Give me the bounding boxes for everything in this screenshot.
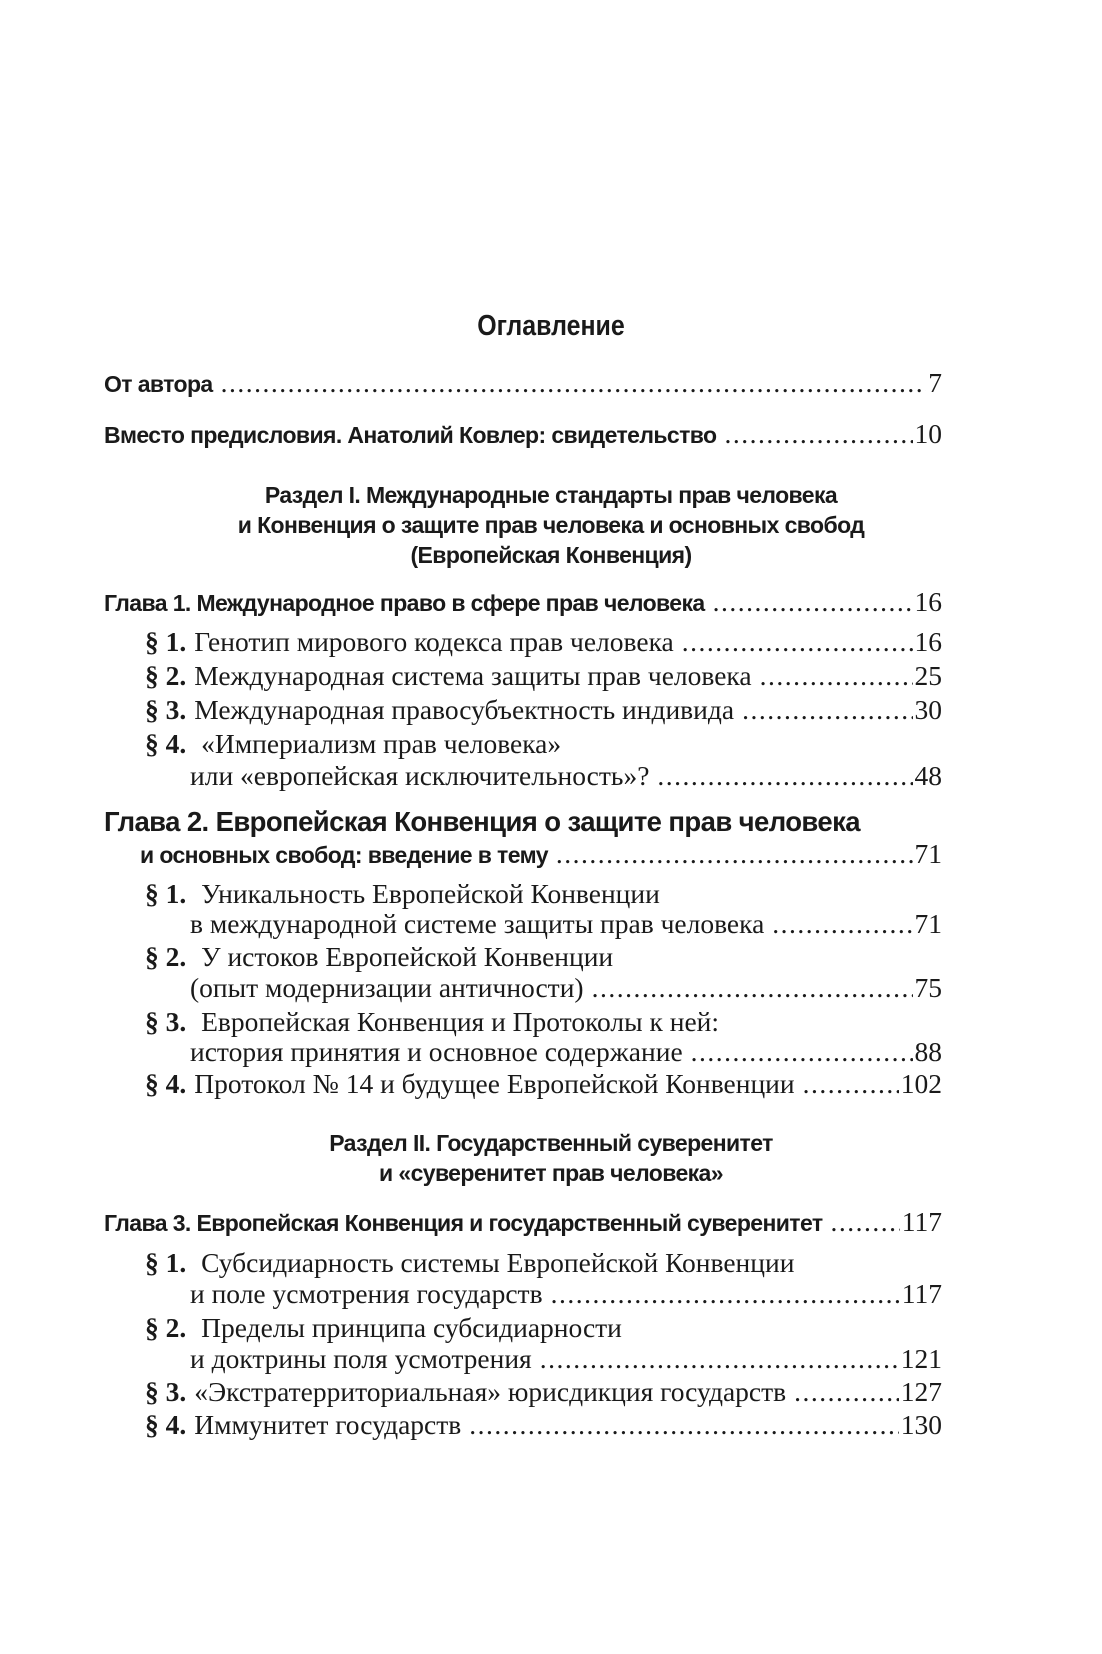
page-number: 117 xyxy=(901,1206,942,1237)
leader-dots xyxy=(691,1036,913,1068)
toc-paragraph-line-1[interactable] xyxy=(145,878,660,910)
toc-paragraph-line-1[interactable] xyxy=(145,1006,719,1038)
toc-entry-author[interactable] xyxy=(104,367,942,400)
paragraph-title: Протокол № 14 и будущее Европейской Конвенции xyxy=(194,1068,795,1099)
paragraph-title: в международной системе защиты прав человека xyxy=(190,908,765,939)
toc-paragraph[interactable] xyxy=(145,626,942,658)
page-number: 16 xyxy=(914,626,942,657)
section-heading-1-line-1: Раздел I. Международные стандарты прав человека xyxy=(264,482,838,508)
toc-paragraph-line-1[interactable] xyxy=(145,1247,794,1279)
paragraph-number: § 3. xyxy=(145,694,187,725)
toc-paragraph-line-2[interactable] xyxy=(190,1036,942,1068)
leader-dots xyxy=(713,586,913,618)
paragraph-title: Международная правосубъектность индивида xyxy=(194,694,735,725)
paragraph-number: § 1. xyxy=(145,1247,187,1278)
paragraph-number: § 4. xyxy=(145,728,187,759)
toc-paragraph[interactable] xyxy=(145,694,942,726)
page-number: 25 xyxy=(914,660,942,691)
paragraph-title: или «европейская исключительность»? xyxy=(190,760,650,791)
leader-dots xyxy=(657,760,912,792)
toc-paragraph[interactable] xyxy=(145,660,942,692)
paragraph-number: § 1. xyxy=(145,878,187,909)
paragraph-title: Генотип мирового кодекса прав человека xyxy=(194,626,674,657)
paragraph-title: и доктрины поля усмотрения xyxy=(190,1343,532,1374)
paragraph-title: У истоков Европейской Конвенции xyxy=(201,941,614,972)
chapter-title: Глава 1. Международное право в сфере прав человека xyxy=(104,590,705,616)
toc-paragraph-line-2[interactable] xyxy=(190,908,942,940)
entry-title: Вместо предисловия. Анатолий Ковлер: свидетельство xyxy=(104,422,717,448)
leader-dots xyxy=(540,1343,899,1375)
page-title: Оглавление xyxy=(477,310,625,342)
toc-chapter-3[interactable] xyxy=(104,1206,942,1239)
chapter-title: и основных свобод: введение в тему xyxy=(140,842,548,868)
paragraph-number: § 3. xyxy=(145,1006,187,1037)
leader-dots xyxy=(682,626,913,658)
page-number: 16 xyxy=(914,586,942,617)
toc-chapter-2-line-1[interactable]: Глава 2. Европейская Конвенция о защите прав человека xyxy=(104,806,860,837)
entry-title: От автора xyxy=(104,371,213,397)
toc-paragraph-line-1[interactable] xyxy=(145,941,613,973)
toc-paragraph[interactable] xyxy=(145,1068,942,1100)
page-number: 30 xyxy=(914,694,942,725)
page-number: 75 xyxy=(914,972,942,1003)
toc-paragraph-line-1[interactable] xyxy=(145,728,561,760)
toc-paragraph-line-1[interactable] xyxy=(145,1312,622,1344)
paragraph-title: история принятия и основное содержание xyxy=(190,1036,683,1067)
section-heading-2-line-2: и «суверенитет прав человека» xyxy=(379,1160,723,1186)
toc-entry-preface[interactable] xyxy=(104,418,942,451)
paragraph-title: Иммунитет государств xyxy=(194,1409,462,1440)
leader-dots xyxy=(221,367,927,399)
paragraph-number: § 1. xyxy=(145,626,187,657)
paragraph-title: Международная система защиты прав человека xyxy=(194,660,752,691)
toc-paragraph[interactable] xyxy=(145,1376,942,1408)
page-number: 7 xyxy=(928,367,942,398)
paragraph-title: Пределы принципа субсидиарности xyxy=(201,1312,622,1343)
toc-paragraph-line-2[interactable] xyxy=(190,760,942,792)
page-number: 48 xyxy=(914,760,942,791)
chapter-title: Глава 3. Европейская Конвенция и государственный суверенитет xyxy=(104,1210,823,1236)
leader-dots xyxy=(794,1376,899,1408)
toc-paragraph[interactable] xyxy=(145,1409,942,1441)
leader-dots xyxy=(772,908,912,940)
paragraph-title: «Экстратерриториальная» юрисдикция государств xyxy=(194,1376,787,1407)
leader-dots xyxy=(724,418,912,450)
page-number: 10 xyxy=(914,418,942,449)
section-heading-1-line-2: и Конвенция о защите прав человека и основных свобод xyxy=(237,512,865,538)
paragraph-number: § 4. xyxy=(145,1068,187,1099)
paragraph-title: (опыт модернизации античности) xyxy=(190,972,584,1003)
paragraph-title: «Империализм прав человека» xyxy=(201,728,562,759)
page-number: 71 xyxy=(914,838,942,869)
page-number: 130 xyxy=(900,1409,942,1440)
paragraph-number: § 2. xyxy=(145,941,187,972)
page-number: 71 xyxy=(914,908,942,939)
leader-dots xyxy=(831,1206,900,1238)
paragraph-title: Европейская Конвенция и Протоколы к ней: xyxy=(201,1006,720,1037)
leader-dots xyxy=(469,1409,898,1441)
section-heading-2-line-1: Раздел II. Государственный суверенитет xyxy=(329,1130,773,1156)
paragraph-title: Субсидиарность системы Европейской Конвенции xyxy=(201,1247,795,1278)
section-heading-1-line-3: (Европейская Конвенция) xyxy=(410,542,692,568)
toc-paragraph-line-2[interactable] xyxy=(190,1278,942,1310)
paragraph-number: § 4. xyxy=(145,1409,187,1440)
page-number: 121 xyxy=(900,1343,942,1374)
paragraph-title: Уникальность Европейской Конвенции xyxy=(201,878,660,909)
toc-paragraph-line-2[interactable] xyxy=(190,1343,942,1375)
paragraph-number: § 3. xyxy=(145,1376,187,1407)
leader-dots xyxy=(803,1068,899,1100)
page-number: 127 xyxy=(900,1376,942,1407)
toc-paragraph-line-2[interactable] xyxy=(190,972,942,1004)
page-number: 88 xyxy=(914,1036,942,1067)
leader-dots xyxy=(760,660,913,692)
toc-chapter-1[interactable] xyxy=(104,586,942,619)
page-number: 102 xyxy=(900,1068,942,1099)
toc-chapter-2[interactable] xyxy=(140,838,942,871)
leader-dots xyxy=(592,972,913,1004)
leader-dots xyxy=(556,838,913,870)
paragraph-title: и поле усмотрения государств xyxy=(190,1278,543,1309)
paragraph-number: § 2. xyxy=(145,1312,187,1343)
page-number: 117 xyxy=(901,1278,942,1309)
leader-dots xyxy=(551,1278,900,1310)
paragraph-number: § 2. xyxy=(145,660,187,691)
leader-dots xyxy=(742,694,912,726)
